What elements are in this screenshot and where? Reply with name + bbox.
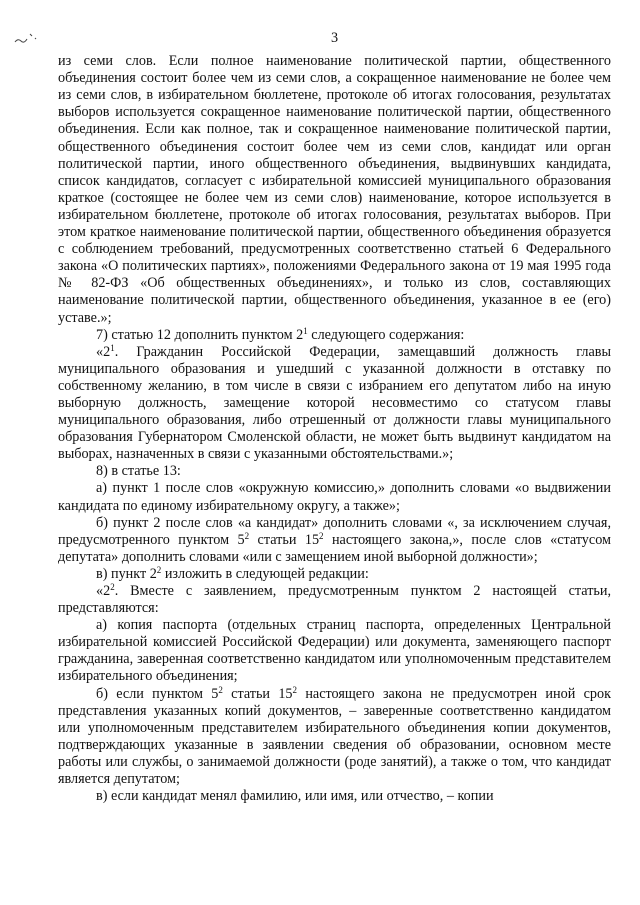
paragraph-text: 8) в статье 13: [96,463,181,480]
paragraph-list-a [58,617,611,685]
paragraph-text: а) копия паспорта (отдельных страниц паспорта, определенных Центральной избирательной комиссией Российской Федерации) или документа, заменяющего паспорт гражданина, заверенная соответственно кандидатом или уполномоченным представителем избирательного объединения; [58,617,611,685]
paragraph-point-2-2 [58,583,611,617]
paragraph-item-7 [58,327,611,344]
paragraph-continuation [58,53,611,327]
superscript: 2 [244,530,250,541]
superscript: 2 [110,582,115,592]
paragraph-text: настоящего закона,», после слов «статусом депутата» дополнить словами «или с замещением иной выборной должности»; [58,531,612,565]
paragraph-subitem-b [58,515,611,566]
document-page [58,30,611,805]
paragraph-text: 7) статью 12 дополнить пунктом 2 [96,326,304,343]
paragraph-text: настоящего закона не предусмотрен иной срок представления указанных копий документов, – заверенные соответственно кандидатом или уполномоченным представителем избирательного объединения копии документов, подтверждающих указанные в заявлении сведения об образовании, основном месте работы или службы, о занимаемой должности (роде занятий), а также о том, что кандидат является депутатом; [58,685,611,788]
paragraph-text: из семи слов. Если полное наименование политической партии, общественного объединения состоит более чем из семи слов, а сокращенное наименование не более чем из семи слов, в избирательном бюллетене, протоколе об итогах голосования, результатах выборов используется сокращенное наименование политической партии, общественного объединения. Если как полное, так и сокращенное наименование политической партии, общественного объединения состоит более чем из семи слов, кандидат или орган политической партии, иного общественного объединения, выдвинувших кандидата, список кандидатов, согласует с избирательной комиссией муниципального образования краткое (состоящее не более чем из семи слов) наименование, которое используется в избирательном бюллетене, протоколе об итогах голосования, результатах выборов. При этом краткое наименование политической партии, общественного объединения образуется с соблюдением требований, предусмотренных соответственно статьей 6 Федерального закона «О политических партиях», положениями Федерального закона от 19 мая 1995 года № 82-ФЗ «Об общественных объединениях», и только из слов, составляющих наименование политической партии, общественного объединения, указанное в ее (его) уставе.»; [58,53,611,326]
superscript: 1 [110,342,115,353]
paragraph-text: «2 [96,583,111,599]
page-number: 3 [330,30,339,46]
paragraph-text: статьи 15 [249,531,320,548]
paragraph-text: статьи 15 [222,685,293,702]
paragraph-subitem-a [58,480,611,514]
paragraph-item-8 [58,463,611,480]
paragraph-text: б) пункт 2 после слов «а кандидат» дополнить словами «, за исключением случая, предусмотренного пунктом 5 [58,514,611,548]
superscript: 2 [319,530,324,541]
paragraph-text: в) пункт 2 [96,565,157,582]
paragraph-text: в) если кандидат менял фамилию, или имя, или отчество, – копии [96,788,494,805]
paragraph-point-2-1 [58,344,611,464]
superscript: 2 [292,684,298,695]
paragraph-text: а) пункт 1 после слов «окружную комиссию,» дополнить словами «о выдвижении кандидата по единому избирательному округу, а также»; [58,480,611,514]
paragraph-text: изложить в следующей редакции: [161,565,369,582]
superscript: 1 [303,325,308,336]
margin-mark-icon [12,28,42,48]
paragraph-text: . Гражданин Российской Федерации, замещавший должность главы муниципального образования и ушедший с указанной должности в отставку по собственному желанию, в том числе в связи с избранием его депутатом либо на иную выборную должность, замещение которой несовместимо со статусом главы муниципального образования, либо отрешенный от должности главы муниципального образования Губернатором Смоленской области, не может быть выдвинут кандидатом на выборах, назначенных в связи с указанными обстоятельствами.»; [58,343,611,463]
superscript: 2 [218,684,223,695]
paragraph-list-b [58,686,611,789]
paragraph-subitem-v [58,566,611,583]
paragraph-text: . Вместе с заявлением, предусмотренным пунктом 2 настоящей статьи, представляются: [58,583,611,617]
paragraph-text: «2 [96,343,111,360]
paragraph-list-v [58,788,611,805]
superscript: 2 [156,564,162,575]
paragraph-text: б) если пунктом 5 [96,685,219,702]
paragraph-text: следующего содержания: [307,326,465,343]
